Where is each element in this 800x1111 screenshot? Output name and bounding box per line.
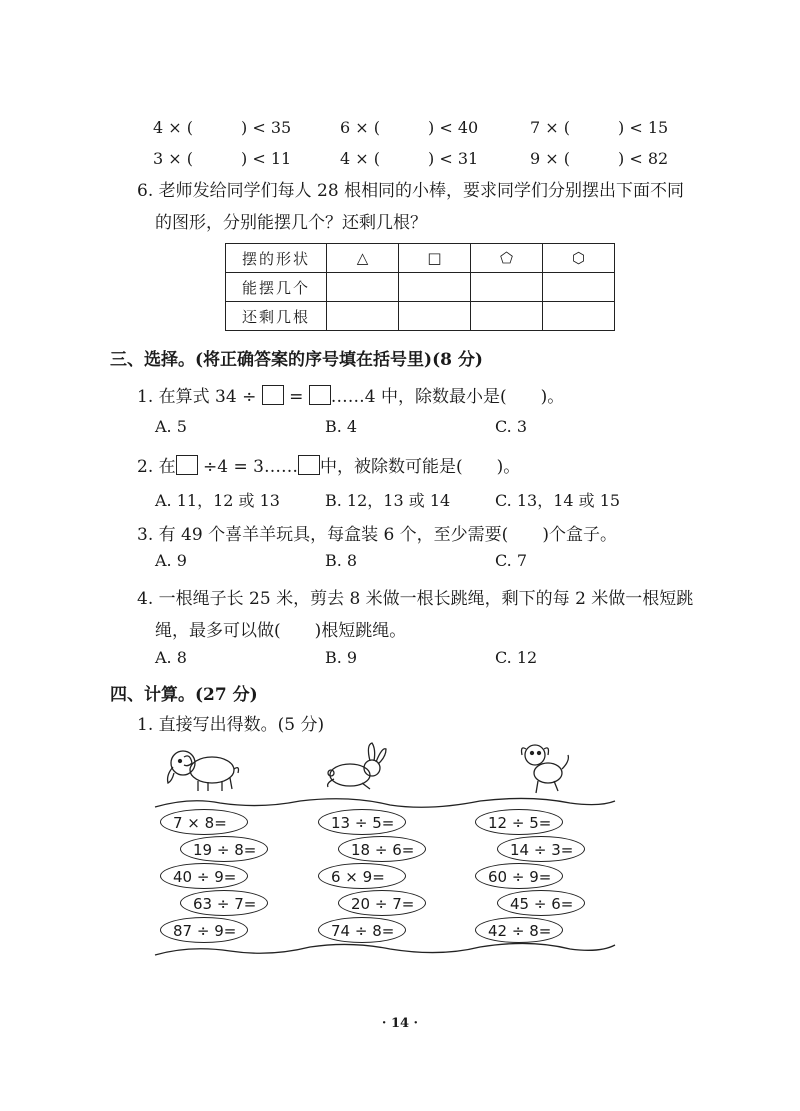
answer-cell[interactable]	[399, 302, 471, 331]
question-3: 3. 有 49 个喜羊羊玩具，每盒装 6 个，至少需要( )个盒子。	[137, 525, 617, 545]
option: C. 3	[495, 417, 528, 436]
inequality: 9 × ( ) < 82	[530, 149, 669, 168]
calc-item[interactable]: 74 ÷ 8=	[318, 917, 406, 943]
option: C. 12	[495, 648, 538, 667]
q2-part-a: 2. 在	[137, 457, 176, 477]
calc-item[interactable]: 18 ÷ 6=	[338, 836, 426, 862]
subsection-title: 1. 直接写出得数。(5 分)	[137, 715, 325, 735]
calc-item[interactable]: 13 ÷ 5=	[318, 809, 406, 835]
option: B. 4	[325, 417, 358, 436]
inequality: 3 × ( ) < 11	[153, 149, 292, 168]
calc-item[interactable]: 45 ÷ 6=	[497, 890, 585, 916]
hexagon-icon: ⬡	[543, 244, 615, 273]
inequality: 4 × ( ) < 35	[153, 118, 292, 137]
bottom-line	[155, 943, 615, 955]
q6-line1: 6. 老师发给同学们每人 28 根相同的小棒，要求同学们分别摆出下面不同	[137, 181, 685, 201]
calc-item[interactable]: 42 ÷ 8=	[475, 917, 563, 943]
calc-item[interactable]: 63 ÷ 7=	[180, 890, 268, 916]
shape-table	[225, 243, 615, 331]
table-header: 摆的形状	[226, 244, 327, 273]
answer-cell[interactable]	[471, 302, 543, 331]
question-1	[137, 382, 564, 407]
row-label: 还剩几根	[226, 302, 327, 331]
calc-item[interactable]: 14 ÷ 3=	[497, 836, 585, 862]
option: A. 9	[155, 551, 187, 570]
answer-cell[interactable]	[471, 273, 543, 302]
option: A. 5	[155, 417, 187, 436]
calc-item[interactable]: 40 ÷ 9=	[160, 863, 248, 889]
question-4-line1: 4. 一根绳子长 25 米，剪去 8 米做一根长跳绳，剩下的每 2 米做一根短跳	[137, 589, 694, 609]
q2-part-b: ÷4 = 3……	[203, 457, 298, 477]
calc-item[interactable]: 20 ÷ 7=	[338, 890, 426, 916]
elephant-icon	[168, 751, 239, 791]
calc-item[interactable]: 7 × 8=	[160, 809, 248, 835]
square-icon: □	[399, 244, 471, 273]
calc-item[interactable]: 12 ÷ 5=	[475, 809, 563, 835]
calc-item[interactable]: 60 ÷ 9=	[475, 863, 563, 889]
calc-item[interactable]: 19 ÷ 8=	[180, 836, 268, 862]
q6-line2: 的图形，分别能摆几个？还剩几根？	[155, 213, 427, 233]
q1-part-a: 1. 在算式 34 ÷	[137, 387, 257, 407]
inequality: 7 × ( ) < 15	[530, 118, 669, 137]
option: A. 8	[155, 648, 187, 667]
dog-icon	[522, 745, 569, 793]
rabbit-icon	[328, 743, 386, 789]
answer-box[interactable]	[298, 455, 320, 475]
question-4-line2: 绳，最多可以做( )根短跳绳。	[155, 621, 407, 641]
option: C. 7	[495, 551, 528, 570]
pentagon-icon: ⬠	[471, 244, 543, 273]
answer-cell[interactable]	[327, 273, 399, 302]
option: B. 9	[325, 648, 358, 667]
calc-item[interactable]: 6 × 9=	[318, 863, 406, 889]
answer-box[interactable]	[309, 385, 331, 405]
q2-part-c: 中，被除数可能是( )。	[319, 457, 521, 477]
section-title: 四、计算。(27 分)	[110, 685, 258, 705]
option: A. 11，12 或 13	[155, 491, 280, 510]
answer-cell[interactable]	[327, 302, 399, 331]
inequality: 6 × ( ) < 40	[340, 118, 479, 137]
ground-line	[155, 798, 615, 807]
question-2	[137, 452, 520, 477]
answer-box[interactable]	[176, 455, 198, 475]
option: C. 13，14 或 15	[495, 491, 621, 510]
answer-cell[interactable]	[543, 302, 615, 331]
option: B. 8	[325, 551, 358, 570]
option: B. 12，13 或 14	[325, 491, 451, 510]
triangle-icon: △	[327, 244, 399, 273]
calc-item[interactable]: 87 ÷ 9=	[160, 917, 248, 943]
q1-part-b: =	[289, 387, 304, 407]
q1-part-c: ……4 中，除数最小是( )。	[330, 387, 565, 407]
page-number: · 14 ·	[381, 1016, 419, 1031]
inequality: 4 × ( ) < 31	[340, 149, 479, 168]
row-label: 能摆几个	[226, 273, 327, 302]
answer-box[interactable]	[262, 385, 284, 405]
section-title: 三、选择。(将正确答案的序号填在括号里)(8 分)	[110, 350, 483, 370]
answer-cell[interactable]	[543, 273, 615, 302]
answer-cell[interactable]	[399, 273, 471, 302]
